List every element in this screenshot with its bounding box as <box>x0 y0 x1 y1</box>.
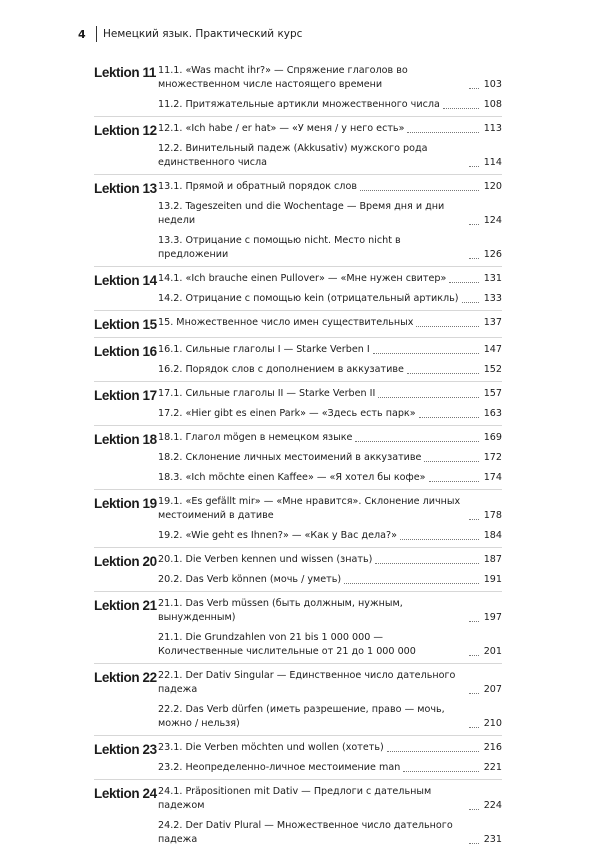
toc-entry[interactable] <box>158 234 502 262</box>
entry-title: 17.1. Сильные глаголы II — Starke Verben II <box>158 388 376 399</box>
entry-page-number: 120 <box>483 181 502 192</box>
dot-leader <box>373 353 479 354</box>
lesson-title: Lektion 23 <box>94 742 157 757</box>
toc-entry[interactable] <box>158 431 502 445</box>
entry-page-number: 216 <box>483 742 502 753</box>
entry-title: 16.1. Сильные глаголы I — Starke Verben I <box>158 344 370 355</box>
entry-title: 17.2. «Hier gibt es einen Park» — «Здесь есть парк» <box>158 408 416 419</box>
lesson-section <box>94 59 502 116</box>
entry-page-number: 187 <box>483 554 502 565</box>
page-number: 4 <box>78 27 86 41</box>
dot-leader <box>469 88 479 89</box>
entry-title: 18.1. Глагол mögen в немецком языке <box>158 432 353 443</box>
entry-page-number: 172 <box>483 452 502 463</box>
entry-page-number: 137 <box>483 317 502 328</box>
entry-title: 22.2. Das Verb dürfen (иметь разрешение, право — мочь, можно / нельзя) <box>158 704 445 729</box>
lesson-entries <box>158 387 502 421</box>
lesson-section <box>94 174 502 266</box>
entry-title: 13.3. Отрицание с помощью nicht. Место nicht в предложении <box>158 235 401 260</box>
lesson-entries <box>158 64 502 112</box>
entry-page-number: 147 <box>483 344 502 355</box>
entry-title: 18.2. Склонение личных местоимений в аккузативе <box>158 452 422 463</box>
toc-entry[interactable] <box>158 819 502 847</box>
entry-page-number: 224 <box>483 800 502 811</box>
entry-title: 23.2. Неопределенно-личное местоимение man <box>158 762 401 773</box>
entry-page-number: 221 <box>483 762 502 773</box>
lesson-title: Lektion 17 <box>94 388 157 403</box>
dot-leader <box>424 461 479 462</box>
toc-entry[interactable] <box>158 553 502 567</box>
dot-leader <box>360 190 479 191</box>
dot-leader <box>469 693 479 694</box>
toc-entry[interactable] <box>158 451 502 465</box>
lesson-title: Lektion 14 <box>94 273 157 288</box>
toc-entry[interactable] <box>158 471 502 485</box>
entry-title: 15. Множественное число имен существительных <box>158 317 414 328</box>
entry-title: 14.1. «Ich brauche einen Pullover» — «Мне нужен свитер» <box>158 273 447 284</box>
lesson-title: Lektion 18 <box>94 432 157 447</box>
entry-title: 24.1. Präpositionen mit Dativ — Предлоги с дательным падежом <box>158 786 432 811</box>
dot-leader <box>344 583 479 584</box>
entry-page-number: 152 <box>483 364 502 375</box>
toc-entry[interactable] <box>158 529 502 543</box>
dot-leader <box>407 132 479 133</box>
entry-page-number: 157 <box>483 388 502 399</box>
toc-entry[interactable] <box>158 597 502 625</box>
entry-page-number: 174 <box>483 472 502 483</box>
entry-title: 14.2. Отрицание с помощью kein (отрицательный артикль) <box>158 293 459 304</box>
toc-entry[interactable] <box>158 703 502 731</box>
toc-entry[interactable] <box>158 98 502 112</box>
dot-leader <box>469 519 479 520</box>
entry-title: 19.2. «Wie geht es Ihnen?» — «Как у Вас дела?» <box>158 530 397 541</box>
lesson-entries <box>158 669 502 731</box>
entry-title: 11.1. «Was macht ihr?» — Спряжение глаголов во множественном числе настоящего времени <box>158 65 408 90</box>
lesson-entries <box>158 343 502 377</box>
lesson-section <box>94 381 502 425</box>
entry-title: 20.2. Das Verb können (мочь / уметь) <box>158 574 342 585</box>
entry-title: 12.1. «Ich habe / er hat» — «У меня / у него есть» <box>158 123 405 134</box>
lesson-entries <box>158 597 502 659</box>
toc-entry[interactable] <box>158 272 502 286</box>
dot-leader <box>449 282 479 283</box>
entry-page-number: 163 <box>483 408 502 419</box>
lesson-section <box>94 779 502 851</box>
lesson-section <box>94 116 502 174</box>
entry-page-number: 131 <box>483 273 502 284</box>
lesson-section <box>94 425 502 489</box>
entry-page-number: 197 <box>483 612 502 623</box>
entry-page-number: 126 <box>483 249 502 260</box>
dot-leader <box>469 809 479 810</box>
dot-leader <box>407 373 479 374</box>
toc-entry[interactable] <box>158 785 502 813</box>
page-header <box>78 26 302 42</box>
lesson-section <box>94 489 502 547</box>
dot-leader <box>375 563 479 564</box>
toc-entry[interactable] <box>158 142 502 170</box>
toc-entry[interactable] <box>158 316 502 330</box>
lesson-entries <box>158 122 502 170</box>
entry-title: 24.2. Der Dativ Plural — Множественное число дательного падежа <box>158 820 453 845</box>
lesson-title: Lektion 15 <box>94 317 157 332</box>
lesson-entries <box>158 785 502 847</box>
entry-page-number: 124 <box>483 215 502 226</box>
lesson-section <box>94 266 502 310</box>
lesson-section <box>94 735 502 779</box>
dot-leader <box>469 224 479 225</box>
entry-page-number: 191 <box>483 574 502 585</box>
lesson-title: Lektion 20 <box>94 554 157 569</box>
toc-entry[interactable] <box>158 343 502 357</box>
lesson-title: Lektion 22 <box>94 670 157 685</box>
lesson-section <box>94 310 502 337</box>
toc-entry[interactable] <box>158 407 502 421</box>
dot-leader <box>469 843 479 844</box>
toc-entry[interactable] <box>158 495 502 523</box>
dot-leader <box>378 397 479 398</box>
lesson-entries <box>158 741 502 775</box>
lesson-section <box>94 663 502 735</box>
header-divider <box>96 26 97 42</box>
toc-entry[interactable] <box>158 631 502 659</box>
lesson-title: Lektion 11 <box>94 65 157 80</box>
entry-page-number: 231 <box>483 834 502 845</box>
entry-page-number: 108 <box>483 99 502 110</box>
entry-title: 21.1. Das Verb müssen (быть должным, нужным, вынужденным) <box>158 598 403 623</box>
dot-leader <box>443 108 479 109</box>
entry-page-number: 184 <box>483 530 502 541</box>
lesson-title: Lektion 12 <box>94 123 157 138</box>
dot-leader <box>400 539 479 540</box>
lesson-title: Lektion 16 <box>94 344 157 359</box>
entry-page-number: 201 <box>483 646 502 657</box>
toc-entry[interactable] <box>158 122 502 136</box>
toc-entry[interactable] <box>158 363 502 377</box>
lesson-section <box>94 591 502 663</box>
entry-title: 23.1. Die Verben möchten und wollen (хотеть) <box>158 742 384 753</box>
entry-page-number: 207 <box>483 684 502 695</box>
lesson-entries <box>158 180 502 262</box>
lesson-entries <box>158 495 502 543</box>
dot-leader <box>419 417 479 418</box>
lesson-entries <box>158 553 502 587</box>
lesson-title: Lektion 24 <box>94 786 157 801</box>
entry-page-number: 169 <box>483 432 502 443</box>
dot-leader <box>429 481 480 482</box>
dot-leader <box>469 655 479 656</box>
toc-entry[interactable] <box>158 669 502 697</box>
entry-title: 11.2. Притяжательные артикли множественного числа <box>158 99 440 110</box>
toc-entry[interactable] <box>158 761 502 775</box>
lesson-title: Lektion 13 <box>94 181 157 196</box>
dot-leader <box>469 166 479 167</box>
toc-entry[interactable] <box>158 741 502 755</box>
dot-leader <box>469 621 479 622</box>
entry-title: 13.2. Tageszeiten und die Wochentage — Время дня и дни недели <box>158 201 445 226</box>
entry-title: 21.1. Die Grundzahlen von 21 bis 1 000 000 — Количественные числительные от 21 до 1 000 000 <box>158 632 416 657</box>
toc-entry[interactable] <box>158 387 502 401</box>
dot-leader <box>403 771 479 772</box>
toc-entry[interactable] <box>158 573 502 587</box>
entry-page-number: 133 <box>483 293 502 304</box>
dot-leader <box>355 441 479 442</box>
entry-title: 18.3. «Ich möchte einen Kaffee» — «Я хотел бы кофе» <box>158 472 426 483</box>
dot-leader <box>462 302 479 303</box>
lesson-section <box>94 337 502 381</box>
table-of-contents <box>94 59 502 851</box>
entry-title: 16.2. Порядок слов с дополнением в аккузативе <box>158 364 404 375</box>
dot-leader <box>387 751 479 752</box>
dot-leader <box>416 326 479 327</box>
entry-title: 20.1. Die Verben kennen und wissen (знать) <box>158 554 373 565</box>
entry-page-number: 113 <box>483 123 502 134</box>
dot-leader <box>469 258 479 259</box>
entry-page-number: 178 <box>483 510 502 521</box>
entry-title: 22.1. Der Dativ Singular — Единственное число дательного падежа <box>158 670 456 695</box>
toc-entry[interactable] <box>158 292 502 306</box>
lesson-title: Lektion 21 <box>94 598 157 613</box>
toc-entry[interactable] <box>158 200 502 228</box>
dot-leader <box>469 727 479 728</box>
lesson-entries <box>158 316 502 333</box>
lesson-entries <box>158 272 502 306</box>
toc-entry[interactable] <box>158 64 502 92</box>
entry-page-number: 114 <box>483 157 502 168</box>
entry-title: 13.1. Прямой и обратный порядок слов <box>158 181 357 192</box>
entry-page-number: 103 <box>483 79 502 90</box>
lesson-title: Lektion 19 <box>94 496 157 511</box>
book-title: Немецкий язык. Практический курс <box>103 28 303 40</box>
lesson-entries <box>158 431 502 485</box>
lesson-section <box>94 547 502 591</box>
entry-page-number: 210 <box>483 718 502 729</box>
entry-title: 19.1. «Es gefällt mir» — «Мне нравится». Склонение личных местоимений в дативе <box>158 496 461 521</box>
entry-title: 12.2. Винительный падеж (Akkusativ) мужского рода единственного числа <box>158 143 428 168</box>
toc-entry[interactable] <box>158 180 502 194</box>
